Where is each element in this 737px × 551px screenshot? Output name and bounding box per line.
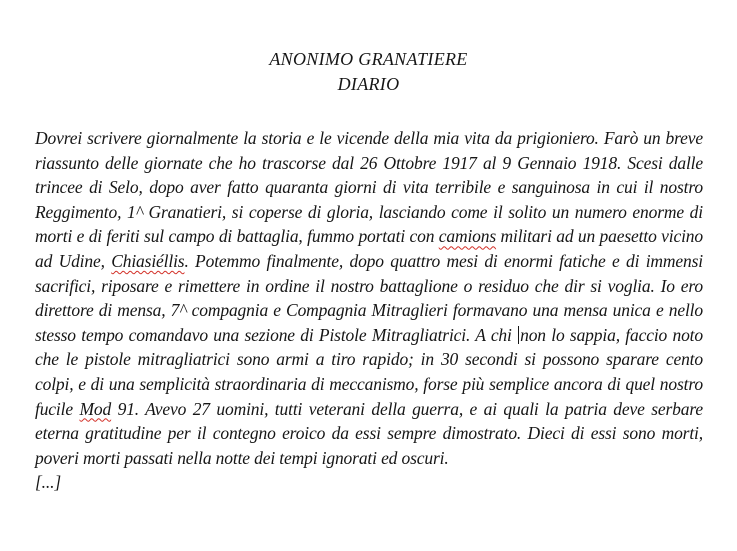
ellipsis-line[interactable]: [...] (35, 472, 61, 493)
text-run: . Potemmo finalmente, dopo quattro mesi di enormi fatiche e di immensi sacrifici, riposare e rimettere in ordine il nostro battaglione o residuo che dir si voglia. Io ero direttore di mensa, 7^ compagnia e Compagnia Mitraglieri formavano una mensa unica e nello stesso tempo comandavo una sezione di Pistole Mitragliatrici. A chi (35, 250, 703, 345)
text-caret (518, 326, 519, 344)
misspelled-word[interactable]: camions (438, 226, 497, 247)
text-run: Dovrei scrivere giornalmente la storia e le vicende della mia vita da prigioniero. Farò un breve riassunto delle giornate che ho trascorse dal 26 Ottobre 1917 al 9 Gennaio 1918. Scesi dalle trincee di Selo, dopo aver fatto quaranta giorni di vita terribile e sanguinosa in cui il nostro Reggimento, 1^ Granatieri, si coperse di gloria, lasciando come il solito un numero enorme di morti e di feriti sul campo di battaglia, fummo portati con (35, 128, 703, 247)
title-block (0, 0, 737, 96)
document-subtitle: DIARIO (337, 73, 400, 94)
body-paragraph[interactable] (35, 126, 703, 470)
misspelled-word[interactable]: Chiasiéllis (111, 250, 185, 271)
document-title: ANONIMO GRANATIERE (269, 49, 468, 69)
misspelled-word[interactable]: Mod (79, 398, 112, 419)
body-block (35, 126, 703, 495)
text-run: 91. Avevo 27 uomini, tutti veterani della guerra, e ai quali la patria deve serbare eterna gratitudine per il contegno eroico da essi sempre dimostrato. Dieci di essi sono morti, poveri morti passati nella notte dei tempi ignorati ed oscuri. (35, 398, 703, 468)
text-run: non lo sappia, faccio noto che le pistole mitragliatrici sono armi a tiro rapido; in 30 secondi si possono sparare cento colpi, e di una semplicità straordinaria di meccanismo, forse più semplice ancora di quel nostro fucile (35, 324, 703, 419)
text-run: militari ad un paesetto vicino ad Udine, (35, 226, 703, 271)
